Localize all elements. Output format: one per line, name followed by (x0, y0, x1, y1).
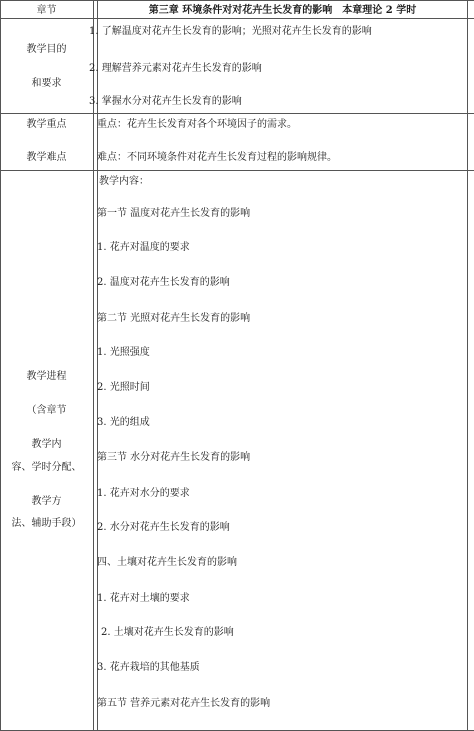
header-row-divider (0, 18, 474, 19)
content-item: 1. 花卉对土壤的要求 (97, 593, 190, 604)
teaching-content-heading: 教学内容： (99, 176, 149, 187)
objective-item: 2. 理解营养元素对花卉生长发育的影响 (89, 63, 262, 74)
label-column-divider (93, 0, 94, 731)
content-item: 2. 土壤对花卉生长发育的影响 (101, 627, 234, 638)
content-item: 2. 温度对花卉生长发育的影响 (97, 277, 230, 288)
process-label-line: 教学内 (31, 439, 62, 450)
chapter-title: 第三章 环境条件对对花卉生长发育的影响 本章理论 2 学时 (148, 5, 417, 16)
process-label-line: 法、辅助手段） (11, 518, 82, 529)
difficulty-text: 难点：不同环境条件对花卉生长发育过程的影响规律。 (97, 152, 337, 163)
header-label-chapter: 章节 (36, 5, 57, 16)
objective-item: 1. 了解温度对花卉生长发育的影响；光照对花卉生长发育的影响 (89, 26, 372, 37)
table-border-right (467, 0, 468, 731)
content-item: 2. 光照时间 (97, 382, 150, 393)
objectives-row-divider (0, 113, 474, 114)
section-heading: 第三节 水分对花卉生长发育的影响 (97, 452, 251, 463)
process-label-line: 教学进程 (26, 371, 67, 382)
content-item: 3. 光的组成 (97, 417, 150, 428)
content-inner-divider (97, 0, 98, 731)
process-label-line: （含章节 (26, 405, 67, 416)
objective-item: 3. 掌握水分对花卉生长发育的影响 (89, 96, 242, 107)
section-heading: 第五节 营养元素对花卉生长发育的影响 (97, 698, 271, 709)
content-item: 1. 花卉对水分的要求 (97, 488, 190, 499)
focus-text: 重点：花卉生长发育对各个环境因子的需求。 (97, 119, 297, 130)
objectives-label-line2: 和要求 (31, 78, 62, 89)
table-border-left (0, 0, 1, 731)
content-item: 3. 花卉栽培的其他基质 (97, 662, 200, 673)
keypoints-row-divider (0, 170, 474, 171)
section-heading: 第一节 温度对花卉生长发育的影响 (97, 208, 251, 219)
content-item: 1. 光照强度 (97, 347, 150, 358)
focus-label: 教学重点 (26, 119, 67, 130)
section-heading: 第二节 光照对花卉生长发育的影响 (97, 313, 251, 324)
section-heading: 四、土壤对花卉生长发育的影响 (97, 557, 237, 568)
objectives-label-line1: 教学目的 (26, 44, 67, 55)
process-label-line: 教学方 (31, 496, 62, 507)
process-label-line: 容、学时分配、 (11, 462, 82, 473)
difficulty-label: 教学难点 (26, 152, 67, 163)
content-item: 2. 水分对花卉生长发育的影响 (97, 522, 230, 533)
table-border-top (0, 0, 474, 1)
content-item: 1. 花卉对温度的要求 (97, 242, 190, 253)
